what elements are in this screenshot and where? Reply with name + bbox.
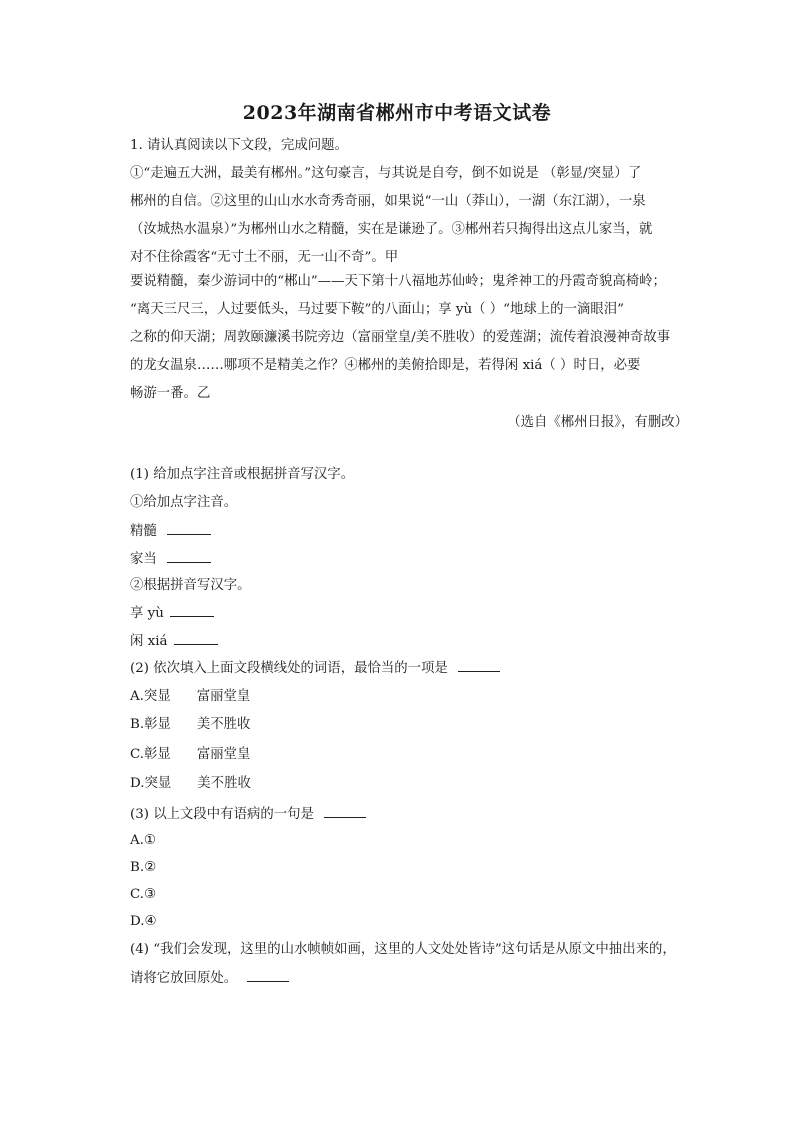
passage-line-4: 对不住徐霞客“无寸土不丽，无一山不奇”。甲	[130, 250, 399, 265]
option-letter: D.突显	[130, 776, 172, 791]
sub1-item-2	[130, 550, 211, 569]
answer-blank[interactable]	[167, 550, 211, 563]
passage-line-6: “离天三尺三，人过要低头，马过要下鞍”的八面山；享 yù（ ）“地球上的一滴眼泪”	[130, 302, 624, 317]
sub3-option-a: A.①	[130, 833, 156, 848]
sub3-prompt-text: (3) 以上文段中有语病的一句是	[130, 807, 314, 822]
option-letter: C.彰显	[130, 747, 171, 762]
sub1-part2: ②根据拼音写汉字。	[130, 578, 251, 593]
passage-line-8: 的龙女温泉……哪项不是精美之作？④郴州的美俯拾即是，若得闲 xiá（ ）时日，必要	[130, 358, 641, 373]
option-text: 美不胜收	[196, 717, 251, 732]
sub4-line-2	[130, 969, 289, 988]
sub2-option-b	[130, 716, 250, 734]
answer-blank[interactable]	[167, 522, 211, 535]
option-letter: A.突显	[130, 689, 171, 704]
passage-line-7: 之称的仰天湖；周敦颐濂溪书院旁边（富丽堂皇/美不胜收）的爱莲湖；流传着浪漫神奇故事	[130, 330, 671, 345]
question-stem: 1. 请认真阅读以下文段，完成问题。	[130, 138, 348, 153]
passage-line-1: ①“走遍五大洲，最美有郴州。”这句豪言，与其说是自夸，倒不如说是 （彰显/突显）了	[130, 166, 642, 181]
sub1-item-3	[130, 604, 214, 623]
option-letter: B.彰显	[130, 717, 171, 732]
word-label: 闲 xiá	[130, 634, 168, 649]
word-label: 享 yù	[130, 606, 164, 621]
sub3-option-c: C.③	[130, 887, 157, 902]
passage-line-9: 畅游一番。乙	[130, 386, 211, 401]
option-text: 美不胜收	[197, 776, 251, 791]
option-text: 富丽堂皇	[196, 689, 251, 704]
sub2-option-d	[130, 775, 251, 793]
sub4-line-1: (4) “我们会发现，这里的山水帧帧如画，这里的人文处处皆诗”这句话是从原文中抽出来的，	[130, 942, 676, 957]
sub1-item-4	[130, 632, 218, 651]
passage-line-5: 要说精髓，秦少游词中的“郴山”——天下第十八福地苏仙岭；鬼斧神工的丹霞奇貌高椅岭；	[130, 274, 666, 289]
page-title: 2023年湖南省郴州市中考语文试卷	[242, 102, 552, 124]
answer-blank[interactable]	[170, 604, 214, 617]
sub1-item-1	[130, 522, 211, 541]
passage-line-3: （汝城热水温泉）”为郴州山水之精髓，实在是谦逊了。③郴州若只掏得出这点儿家当，就	[130, 222, 653, 237]
sub2-option-a	[130, 688, 250, 706]
answer-blank[interactable]	[324, 805, 366, 818]
sub2-prompt-text: (2) 依次填入上面文段横线处的词语，最恰当的一项是	[130, 661, 448, 676]
sub1-prompt: (1) 给加点字注音或根据拼音写汉字。	[130, 467, 355, 482]
answer-blank[interactable]	[458, 659, 500, 672]
answer-blank[interactable]	[174, 632, 218, 645]
word-label: 精髓	[130, 524, 157, 539]
sub3-option-b: B.②	[130, 860, 157, 875]
option-text: 富丽堂皇	[196, 747, 251, 762]
passage-source: （选自《郴州日报》，有删改）	[507, 415, 688, 430]
sub3-prompt	[130, 805, 366, 824]
sub1-part1: ①给加点字注音。	[130, 495, 238, 510]
answer-blank[interactable]	[247, 969, 289, 982]
sub4-line-2-text: 请将它放回原处。	[130, 971, 238, 986]
word-label: 家当	[130, 552, 157, 567]
sub3-option-d: D.④	[130, 914, 157, 929]
passage-line-2: 郴州的自信。②这里的山山水水奇秀奇丽，如果说“一山（莽山），一湖（东江湖），一泉	[130, 194, 646, 209]
sub2-option-c	[130, 746, 250, 764]
sub2-prompt	[130, 659, 500, 678]
